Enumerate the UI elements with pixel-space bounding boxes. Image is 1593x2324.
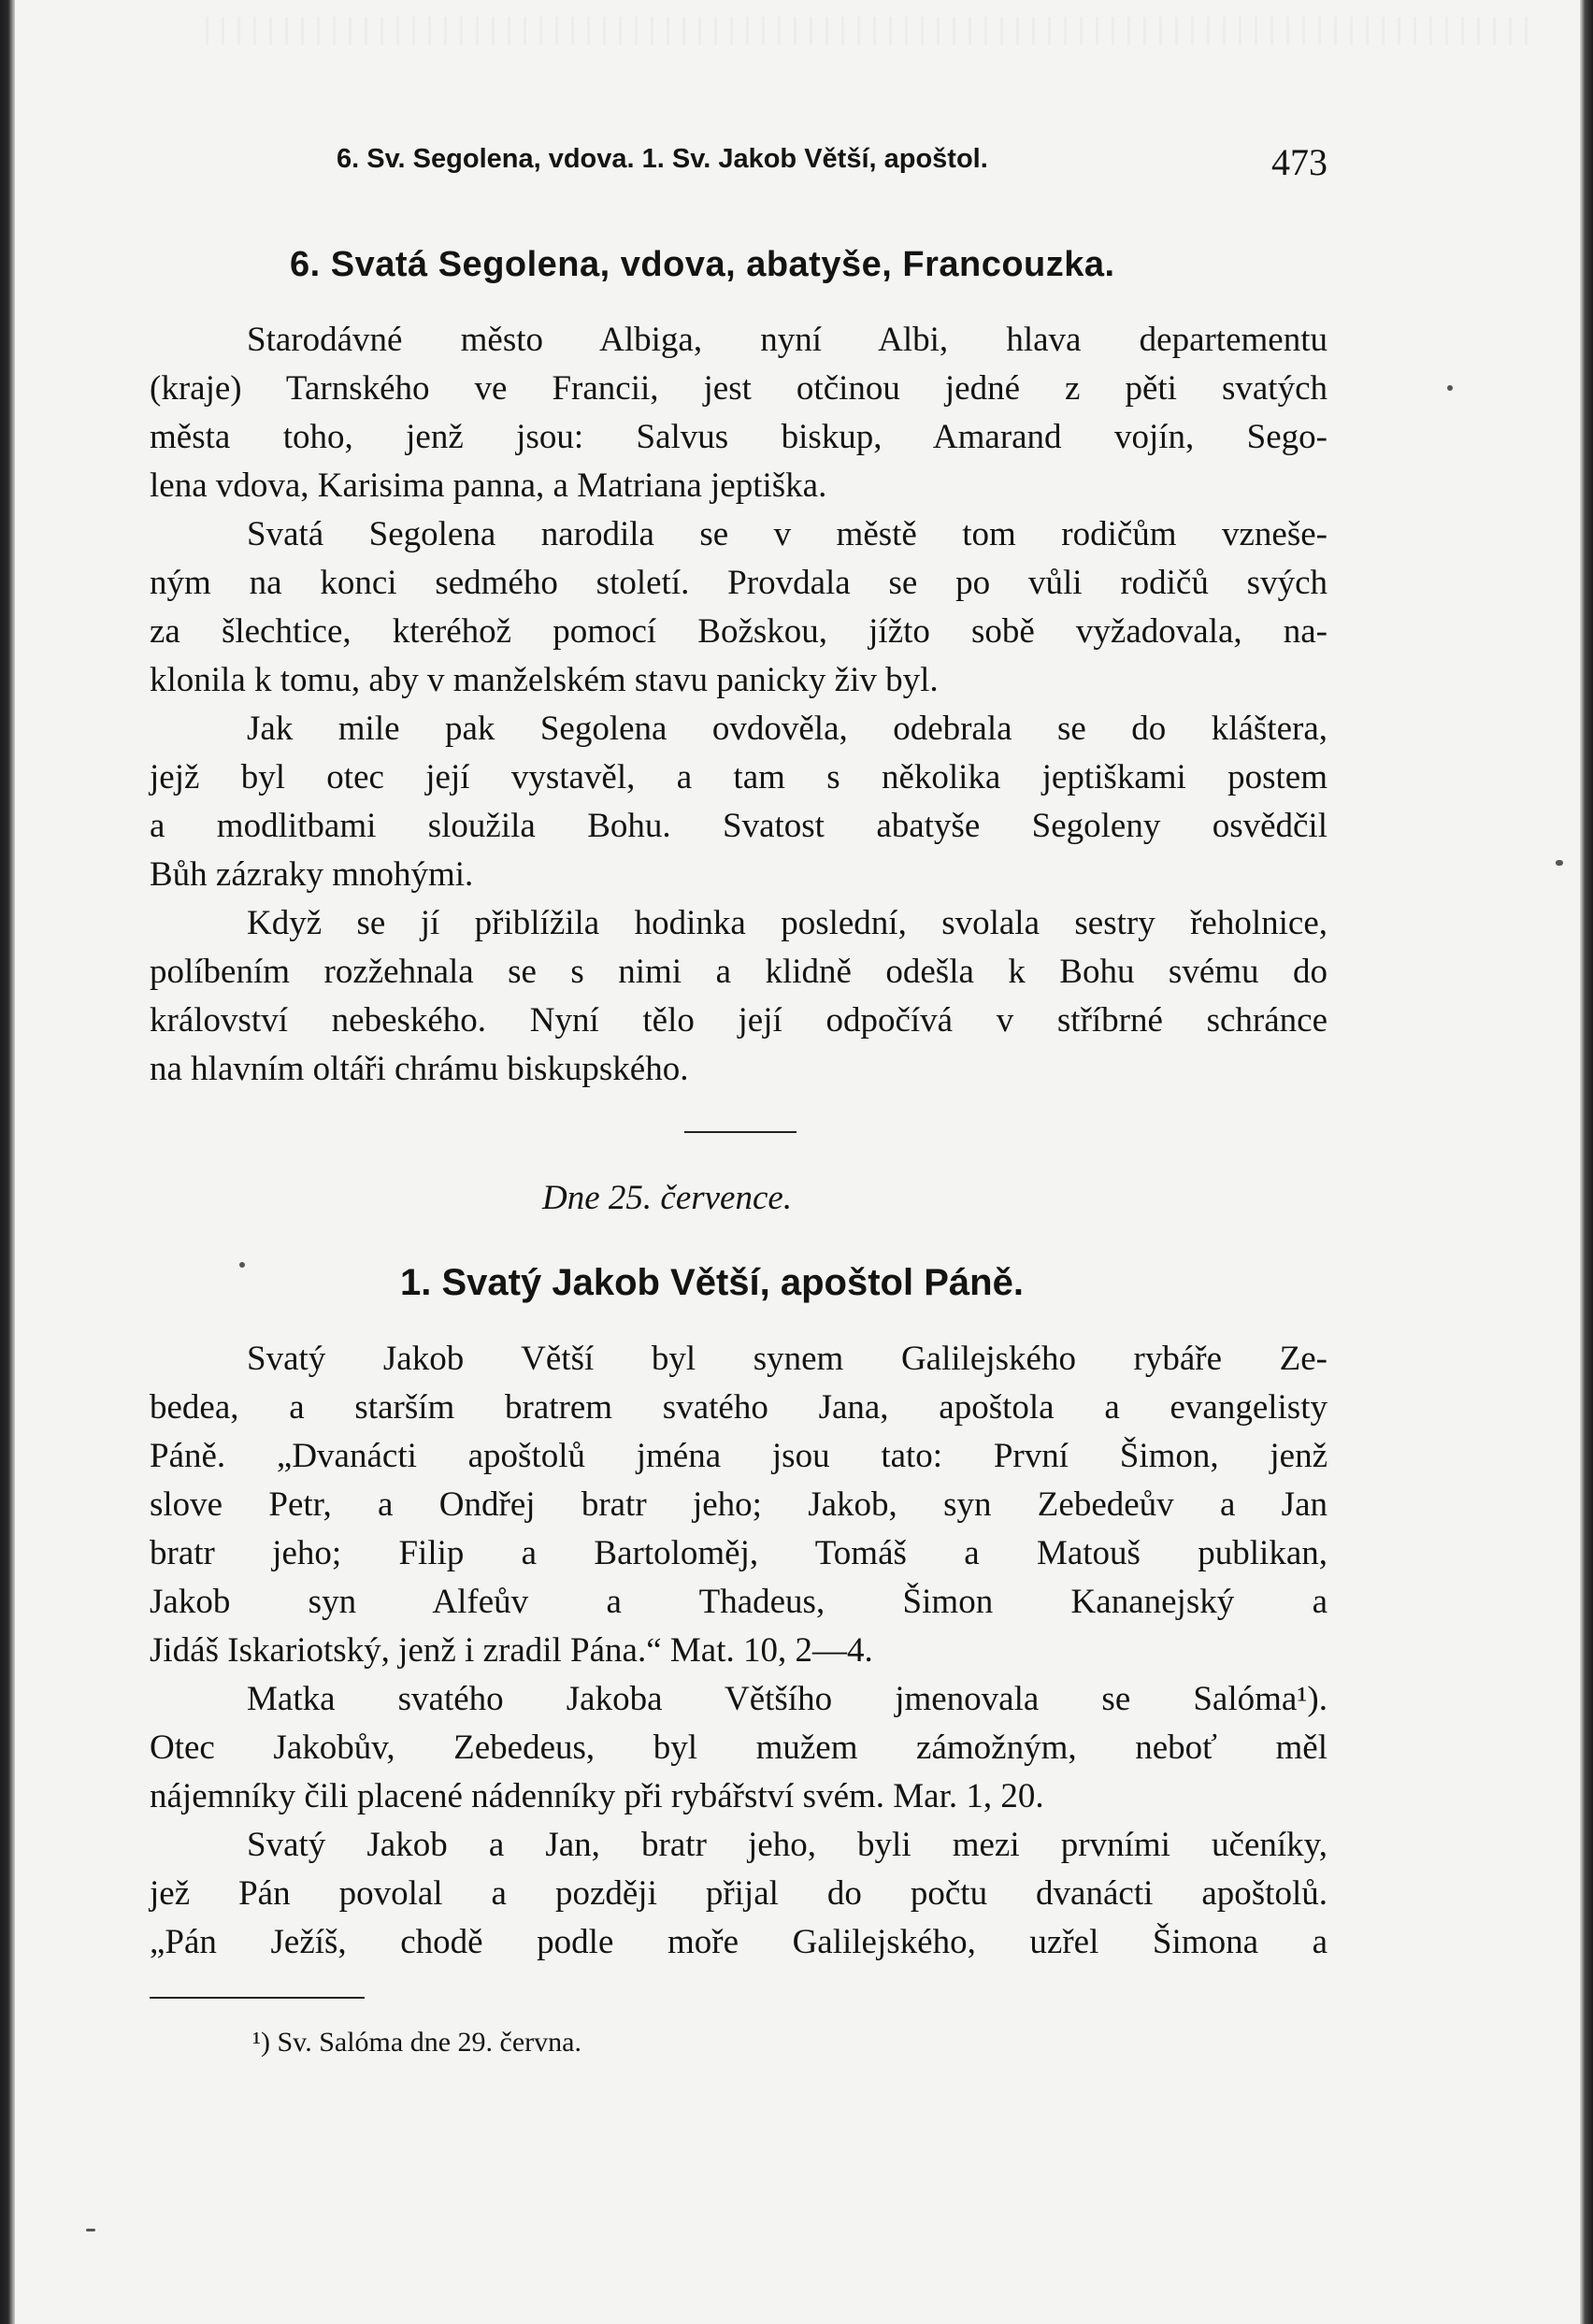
footnote-text: Sv. Salóma dne 29. června. <box>277 2027 581 2058</box>
text-line: klonila k tomu, aby v manželském stavu panicky živ byl. <box>150 661 939 699</box>
section-title-segolena: 6. Svatá Segolena, vdova, abatyše, Francouzka. <box>290 245 1115 284</box>
text-line: na hlavním oltáři chrámu biskupského. <box>150 1050 689 1088</box>
text-line: Jidáš Iskariotský, jenž i zradil Pána.“ Mat. 10, 2—4. <box>150 1631 873 1670</box>
scan-left-edge <box>0 0 15 2324</box>
text-line: jejž byl otec její vystavěl, a tam s několika jeptiškami postem <box>150 758 1328 796</box>
text-line: Starodávné město Albiga, nyní Albi, hlava departementu <box>247 321 1328 359</box>
text-line: Jakob syn Alfeův a Thadeus, Šimon Kananejský a <box>150 1583 1328 1621</box>
page-number: 473 <box>1271 141 1328 183</box>
scan-speck <box>1556 860 1563 866</box>
section-body-segolena <box>150 316 1328 1094</box>
scan-speck <box>239 1262 245 1268</box>
scan-speck <box>86 2229 95 2231</box>
text-line: Svatý Jakob a Jan, bratr jeho, byli mezi prvními učeníky, <box>247 1826 1328 1864</box>
text-line: Matka svatého Jakoba Většího jmenovala se Salóma¹). <box>247 1680 1328 1718</box>
text-line: království nebeského. Nyní tělo její odpočívá v stříbrné schránce <box>150 1001 1328 1040</box>
date-heading: Dne 25. července. <box>542 1179 793 1217</box>
text-line: „Pán Ježíš, chodě podle moře Galilejského, uzřel Šimona a <box>150 1923 1328 1961</box>
section-divider <box>684 1131 796 1133</box>
text-line: bedea, a starším bratrem svatého Jana, apoštola a evangelisty <box>150 1388 1328 1427</box>
text-line: Když se jí přiblížila hodinka poslední, svolala sestry řeholnice, <box>247 904 1328 942</box>
text-line: jež Pán povolal a později přijal do počtu dvanácti apoštolů. <box>150 1874 1328 1913</box>
text-line: políbením rozžehnala se s nimi a klidně odešla k Bohu svému do <box>150 953 1328 991</box>
text-line: Páně. „Dvanácti apoštolů jména jsou tato: První Šimon, jenž <box>150 1437 1328 1475</box>
scan-top-noise <box>206 17 1533 45</box>
footnote-rule <box>150 1997 365 1999</box>
text-line: Svatý Jakob Větší byl synem Galilejského rybáře Ze- <box>247 1340 1328 1378</box>
text-line: lena vdova, Karisima panna, a Matriana jeptiška. <box>150 466 827 505</box>
page-header <box>337 140 1328 187</box>
footnote <box>252 2027 581 2059</box>
text-line: Jak mile pak Segolena ovdověla, odebrala se do kláštera, <box>247 710 1328 748</box>
section-body-jakob <box>150 1335 1328 1967</box>
text-line: za šlechtice, kteréhož pomocí Božskou, jížto sobě vyžadovala, na- <box>150 612 1328 651</box>
text-line: nájemníky čili placené nádenníky při rybářství svém. Mar. 1, 20. <box>150 1777 1044 1815</box>
scan-right-edge <box>1580 0 1593 2324</box>
text-line: (kraje) Tarnského ve Francii, jest otčinou jedné z pěti svatých <box>150 369 1328 408</box>
text-line: bratr jeho; Filip a Bartoloměj, Tomáš a Matouš publikan, <box>150 1534 1328 1572</box>
scan-speck <box>1447 385 1453 391</box>
section-title-jakob: 1. Svatý Jakob Větší, apoštol Páně. <box>400 1262 1024 1303</box>
footnote-marker: ¹) <box>252 2027 270 2058</box>
text-line: Bůh zázraky mnohými. <box>150 855 474 894</box>
text-line: ným na konci sedmého století. Provdala se po vůli rodičů svých <box>150 564 1328 602</box>
text-line: a modlitbami sloužila Bohu. Svatost abatyše Segoleny osvědčil <box>150 807 1328 845</box>
text-line: Svatá Segolena narodila se v městě tom rodičům vzneše- <box>247 515 1328 553</box>
text-line: města toho, jenž jsou: Salvus biskup, Amarand vojín, Sego- <box>150 418 1328 456</box>
text-line: slove Petr, a Ondřej bratr jeho; Jakob, syn Zebedeův a Jan <box>150 1485 1328 1524</box>
running-title: 6. Sv. Segolena, vdova. 1. Sv. Jakob Větší, apoštol. <box>337 144 988 174</box>
text-line: Otec Jakobův, Zebedeus, byl mužem zámožným, neboť měl <box>150 1729 1328 1767</box>
